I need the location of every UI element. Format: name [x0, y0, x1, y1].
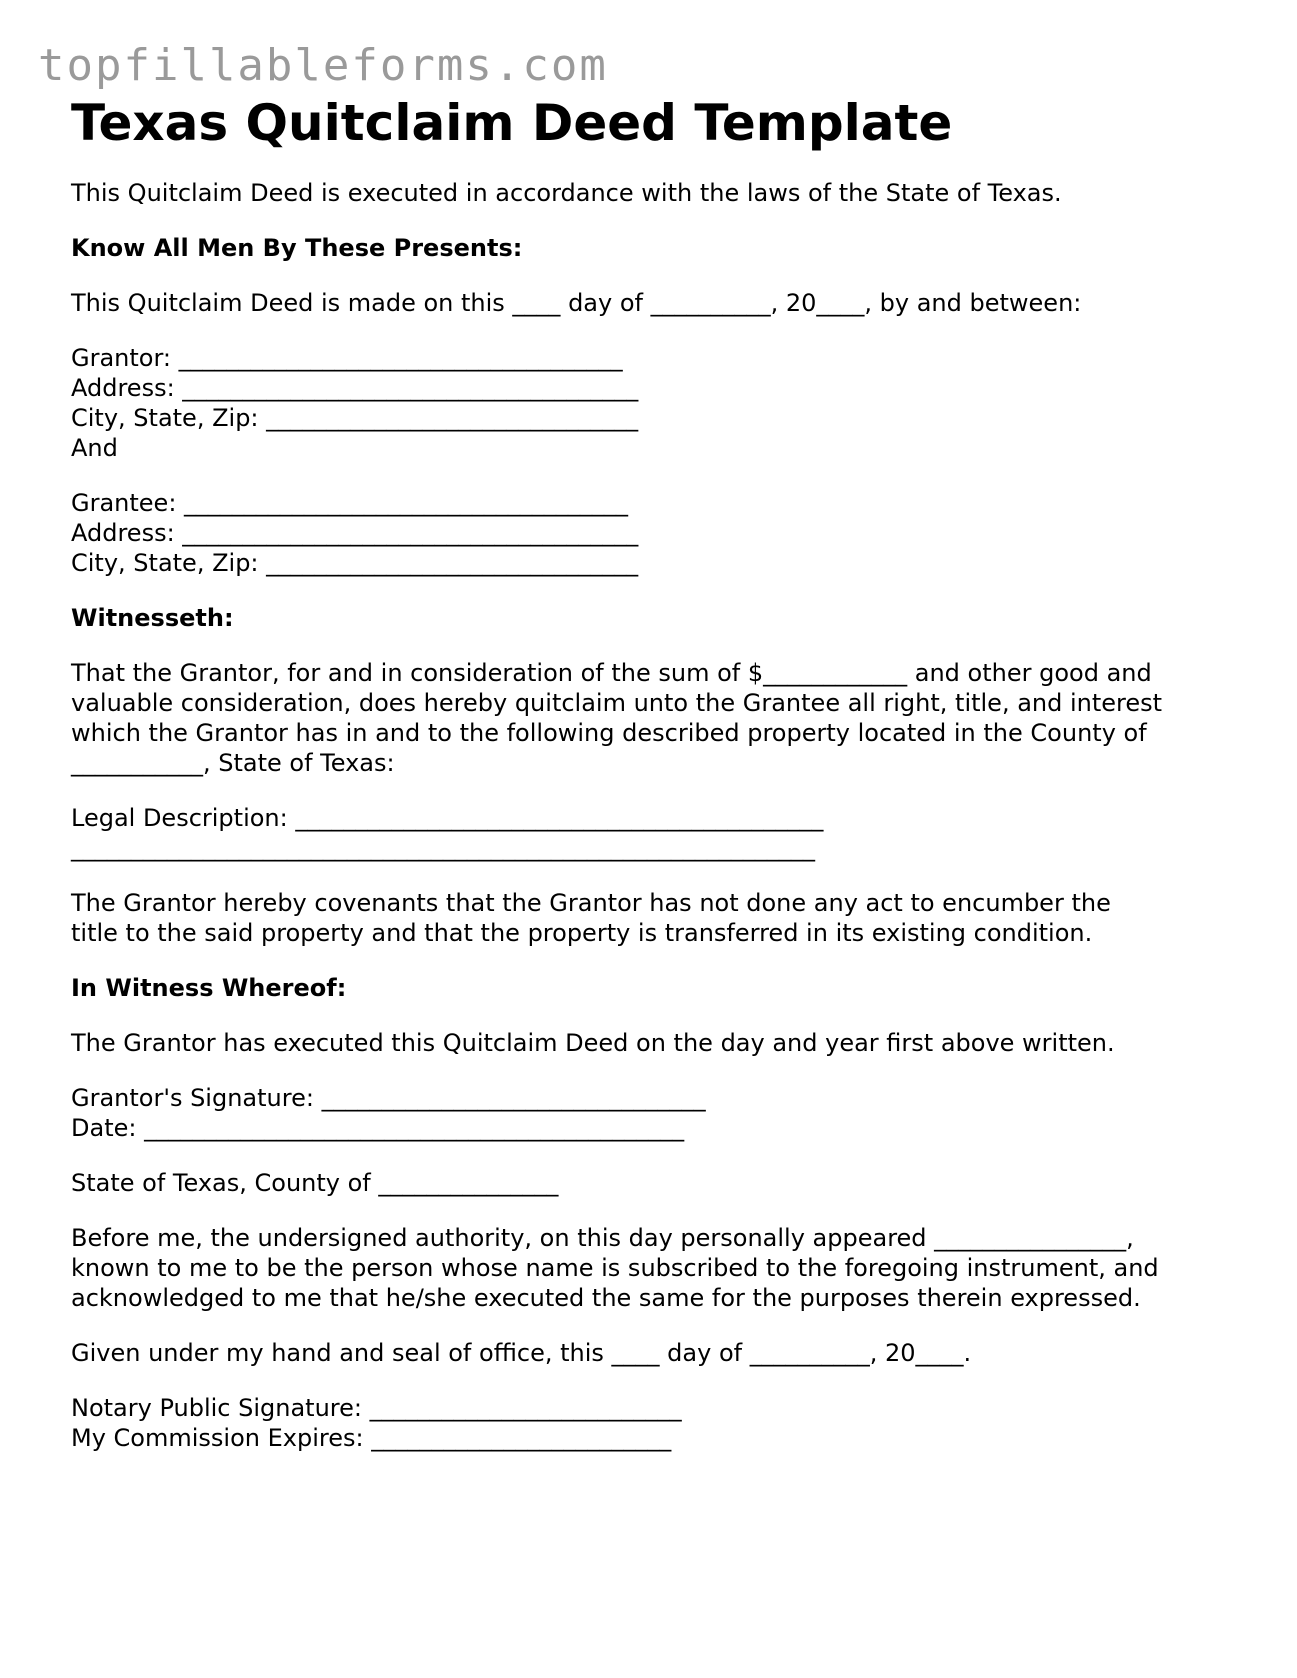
before-me-line-3: acknowledged to me that he/she executed the same for the purposes therein expressed.: [71, 1284, 1141, 1312]
know-all-heading: [71, 233, 1231, 263]
before-me-paragraph: [71, 1223, 1231, 1313]
state-county-paragraph: [71, 1168, 1231, 1198]
before-me-line-1: Before me, the undersigned authority, on this day personally appeared ________________,: [71, 1224, 1134, 1252]
witnesseth-heading-text: Witnesseth:: [71, 604, 234, 632]
consideration-line-1: That the Grantor, for and in consideration of the sum of $____________ and other good and: [71, 659, 1152, 687]
grantor-address-field: Address: ______________________________________: [71, 374, 639, 402]
executed-text: The Grantor has executed this Quitclaim Deed on the day and year first above written.: [71, 1029, 1115, 1057]
witnesseth-heading: [71, 603, 1231, 633]
consideration-line-2: valuable consideration, does hereby quitclaim unto the Grantee all right, title, and interest: [71, 689, 1163, 717]
grantor-name-field: Grantor: _____________________________________: [71, 344, 623, 372]
document-title: Texas Quitclaim Deed Template: [71, 94, 953, 152]
commission-expires-field: My Commission Expires: _________________________: [71, 1424, 672, 1452]
notary-signature-field: Notary Public Signature: __________________________: [71, 1394, 682, 1422]
grantor-signature-field: Grantor's Signature: ________________________________: [71, 1084, 706, 1112]
grantee-city-field: City, State, Zip: _______________________________: [71, 549, 639, 577]
grantor-block: [71, 343, 1231, 463]
covenant-line-1: The Grantor hereby covenants that the Grantor has not done any act to encumber the: [71, 889, 1111, 917]
document-body: [71, 178, 1231, 1453]
grantee-name-field: Grantee: _____________________________________: [71, 489, 629, 517]
legal-description-field: Legal Description: ____________________________________________: [71, 804, 824, 832]
given-under-paragraph: [71, 1338, 1231, 1368]
intro-text: This Quitclaim Deed is executed in accordance with the laws of the State of Texas.: [71, 179, 1062, 207]
state-county-field: State of Texas, County of _______________: [71, 1169, 559, 1197]
know-all-heading-text: Know All Men By These Presents:: [71, 234, 523, 262]
consideration-line-4: ___________, State of Texas:: [71, 749, 395, 777]
notary-block: [71, 1393, 1231, 1453]
given-under-text: Given under my hand and seal of office, this ____ day of __________, 20____.: [71, 1339, 972, 1367]
grantee-block: [71, 488, 1231, 578]
consideration-line-3: which the Grantor has in and to the following described property located in the County of: [71, 719, 1147, 747]
consideration-paragraph: [71, 658, 1231, 778]
grantor-and-text: And: [71, 434, 118, 462]
in-witness-heading: [71, 973, 1231, 1003]
legal-description-line-2: ______________________________________________________________: [71, 834, 815, 862]
grantor-signature-block: [71, 1083, 1231, 1143]
watermark-logo: topfillableforms.com: [38, 40, 608, 91]
before-me-line-2: known to me to be the person whose name is subscribed to the foregoing instrument, and: [71, 1254, 1159, 1282]
in-witness-heading-text: In Witness Whereof:: [71, 974, 347, 1002]
intro-paragraph: [71, 178, 1231, 208]
made-on-text: This Quitclaim Deed is made on this ____ day of __________, 20____, by and between:: [71, 289, 1082, 317]
executed-paragraph: [71, 1028, 1231, 1058]
legal-description-block: [71, 803, 1231, 863]
signature-date-field: Date: _____________________________________________: [71, 1114, 685, 1142]
document-page: [71, 88, 1231, 1478]
grantee-address-field: Address: ______________________________________: [71, 519, 639, 547]
grantor-city-field: City, State, Zip: _______________________________: [71, 404, 639, 432]
made-on-paragraph: [71, 288, 1231, 318]
covenant-line-2: title to the said property and that the property is transferred in its existing condition.: [71, 919, 1093, 947]
covenant-paragraph: [71, 888, 1231, 948]
